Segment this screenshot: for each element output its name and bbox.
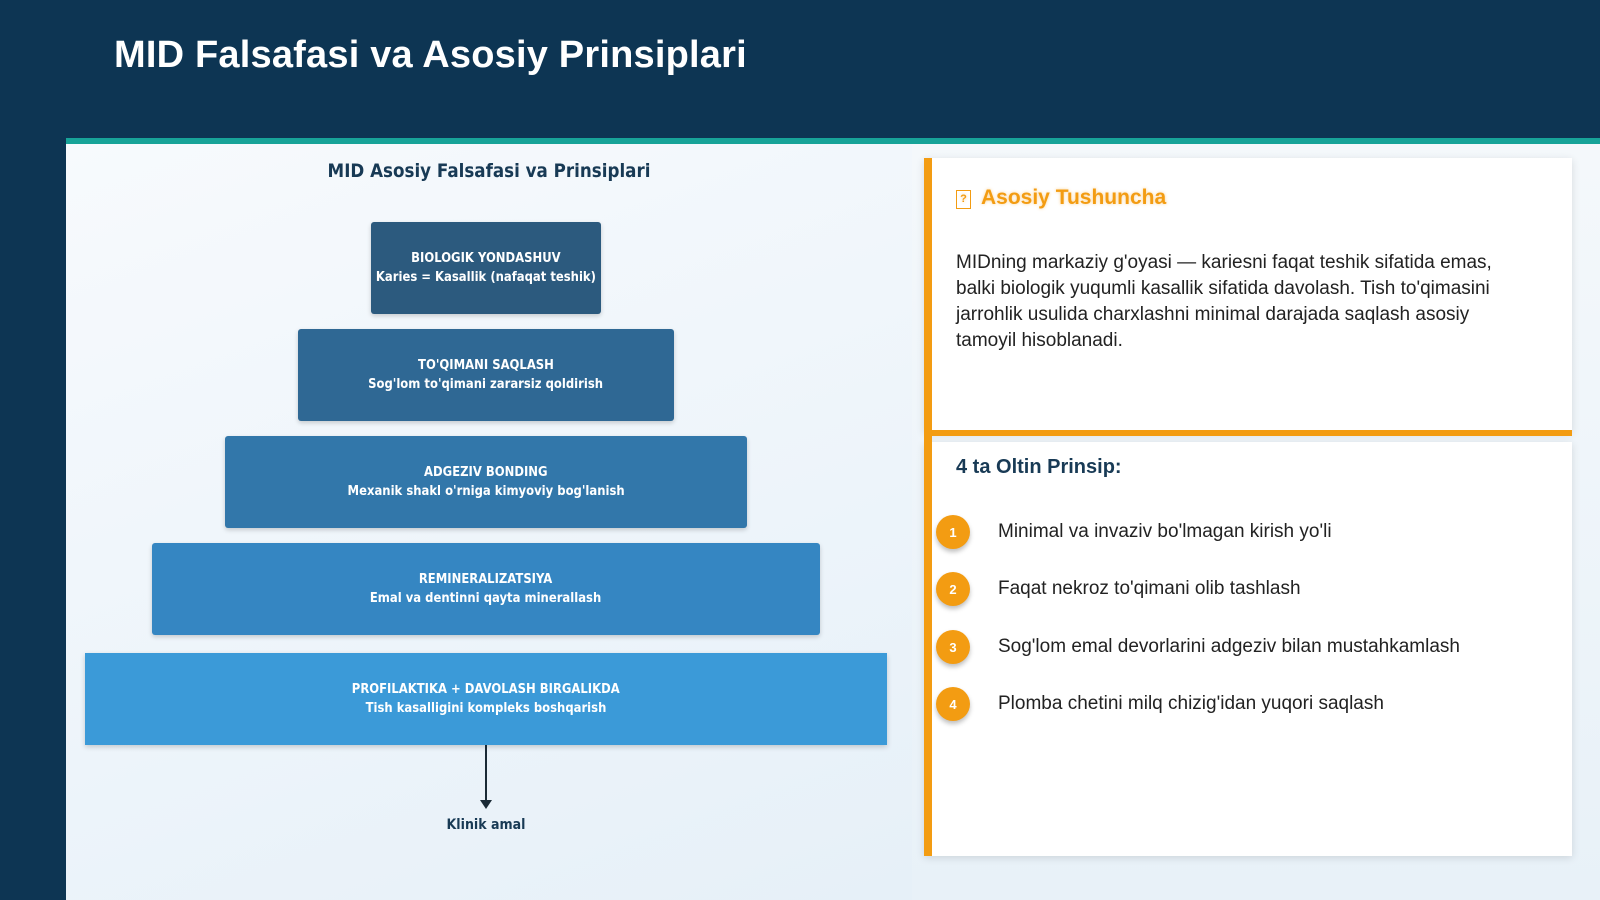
tier-desc: Tish kasalligini kompleks boshqarish — [365, 700, 607, 716]
tier-desc: Sog'lom to'qimani zararsiz qoldirish — [368, 376, 604, 392]
orange-vertical-accent — [924, 158, 932, 856]
pyramid-diagram — [66, 144, 912, 900]
principle-item — [936, 569, 1301, 609]
pyramid-tier-4 — [152, 543, 820, 635]
tier-desc: Emal va dentinni qayta minerallash — [370, 590, 602, 606]
tier-name: ADGEZIV BONDING — [424, 464, 548, 480]
tier-name: REMINERALIZATSIYA — [419, 571, 553, 587]
concept-heading — [956, 186, 1166, 210]
pyramid-tier-5 — [85, 653, 887, 745]
tier-desc: Mexanik shakl o'rniga kimyoviy bog'lanish — [347, 483, 625, 499]
arrow-head-icon — [480, 800, 492, 809]
arrow-label: Klinik amal — [446, 817, 526, 833]
principle-item — [936, 684, 1384, 724]
principle-item — [936, 512, 1332, 552]
concept-card — [924, 158, 1572, 432]
diagram-title: MID Asosiy Falsafasi va Prinsiplari — [327, 160, 651, 182]
number-badge: 3 — [936, 630, 970, 664]
orange-horizontal-accent — [924, 430, 1572, 436]
content-area — [66, 144, 1600, 900]
number-badge: 4 — [936, 687, 970, 721]
principle-text: Minimal va invaziv bo'lmagan kirish yo'li — [998, 521, 1332, 542]
box-icon: ? — [956, 190, 971, 209]
number-badge: 2 — [936, 572, 970, 606]
number-badge: 1 — [936, 515, 970, 549]
principle-text: Faqat nekroz to'qimani olib tashlash — [998, 578, 1301, 599]
principles-heading: 4 ta Oltin Prinsip: — [956, 456, 1122, 478]
tier-name: TO'QIMANI SAQLASH — [418, 357, 554, 373]
principle-text: Sog'lom emal devorlarini adgeziv bilan mustahkamlash — [998, 636, 1460, 657]
principle-text: Plomba chetini milq chizig'idan yuqori saqlash — [998, 693, 1384, 714]
down-arrow — [485, 745, 487, 803]
pyramid-tier-2 — [298, 329, 674, 421]
tier-name: PROFILAKTIKA + DAVOLASH BIRGALIKDA — [352, 681, 620, 697]
tier-desc: Karies = Kasallik (nafaqat teshik) — [375, 269, 597, 285]
slide-title: MID Falsafasi va Asosiy Prinsiplari — [114, 34, 747, 76]
concept-text: MIDning markaziy g'oyasi — kariesni faqat teshik sifatida emas, balki biologik yuqumli kasallik sifatida davolash. Tish to'qimasini jarrohlik usulida charxlashni minimal darajada saqlash asosiy tamoyil hisoblanadi. — [956, 252, 1492, 351]
pyramid-tier-1 — [371, 222, 601, 314]
pyramid-tier-3 — [225, 436, 747, 528]
principles-card — [924, 442, 1572, 856]
tier-name: BIOLOGIK YONDASHUV — [411, 250, 561, 266]
concept-heading-text: Asosiy Tushuncha — [981, 186, 1167, 209]
principle-item — [936, 627, 1460, 667]
